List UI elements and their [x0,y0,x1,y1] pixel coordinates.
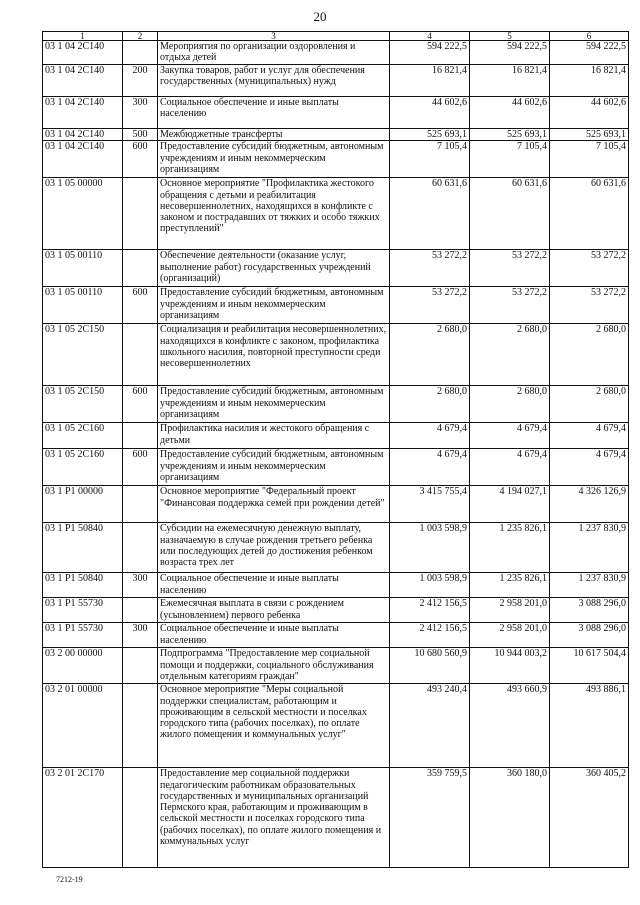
row-code: 03 1 P1 55730 [43,598,123,623]
table-row [43,684,629,768]
row-expense-type [123,41,158,65]
column-header: 4 [390,32,470,41]
row-value-col5: 2 958 201,0 [470,623,550,648]
row-value-col4: 44 602,6 [390,97,470,129]
row-description: Социальное обеспечение и иные выплаты населению [158,573,390,598]
row-value-col5: 2 680,0 [470,386,550,423]
row-code: 03 1 P1 50840 [43,523,123,573]
row-description: Социальное обеспечение и иные выплаты населению [158,97,390,129]
row-value-col5: 7 105,4 [470,141,550,178]
row-value-col5: 53 272,2 [470,250,550,287]
row-value-col4: 53 272,2 [390,250,470,287]
row-value-col6: 3 088 296,0 [550,623,629,648]
budget-table [42,31,629,868]
table-row [43,65,629,97]
column-header: 6 [550,32,629,41]
row-expense-type: 300 [123,573,158,598]
row-value-col5: 60 631,6 [470,178,550,250]
row-value-col5: 1 235 826,1 [470,573,550,598]
row-value-col6: 44 602,6 [550,97,629,129]
column-header: 1 [43,32,123,41]
row-code: 03 1 P1 55730 [43,623,123,648]
table-row [43,598,629,623]
table-row [43,648,629,684]
row-value-col6: 7 105,4 [550,141,629,178]
table-row [43,129,629,141]
column-header: 2 [123,32,158,41]
row-description: Социализация и реабилитация несовершеннолетних, находящихся в конфликте с законом, профилактика школьного насилия, повторной преступности среди несовершеннолетних [158,324,390,386]
row-value-col5: 4 679,4 [470,449,550,486]
row-code: 03 1 04 2C140 [43,41,123,65]
row-value-col6: 2 680,0 [550,324,629,386]
table-row [43,386,629,423]
row-expense-type: 200 [123,65,158,97]
row-value-col4: 2 412 156,5 [390,623,470,648]
row-code: 03 2 00 00000 [43,648,123,684]
row-value-col5: 2 680,0 [470,324,550,386]
row-value-col4: 3 415 755,4 [390,486,470,523]
row-value-col6: 525 693,1 [550,129,629,141]
row-description: Межбюджетные трансферты [158,129,390,141]
row-description: Субсидии на ежемесячную денежную выплату, назначаемую в случае рождения третьего ребенка или последующих детей до достижения ребенком возраста трех лет [158,523,390,573]
row-value-col5: 594 222,5 [470,41,550,65]
row-expense-type [123,523,158,573]
row-expense-type [123,486,158,523]
row-expense-type: 600 [123,386,158,423]
row-expense-type [123,598,158,623]
row-value-col6: 3 088 296,0 [550,598,629,623]
row-code: 03 2 01 00000 [43,684,123,768]
row-value-col6: 4 326 126,9 [550,486,629,523]
row-code: 03 1 05 2C160 [43,449,123,486]
row-value-col6: 10 617 504,4 [550,648,629,684]
row-value-col6: 60 631,6 [550,178,629,250]
row-value-col5: 16 821,4 [470,65,550,97]
row-value-col4: 4 679,4 [390,449,470,486]
row-expense-type [123,768,158,868]
row-code: 03 1 05 2C160 [43,423,123,449]
row-description: Основное мероприятие "Федеральный проект "Финансовая поддержка семей при рождении детей" [158,486,390,523]
row-value-col4: 53 272,2 [390,287,470,324]
row-value-col4: 1 003 598,9 [390,573,470,598]
row-code: 03 1 05 00110 [43,250,123,287]
row-code: 03 1 P1 00000 [43,486,123,523]
row-value-col4: 7 105,4 [390,141,470,178]
row-value-col6: 1 237 830,9 [550,523,629,573]
row-value-col6: 493 886,1 [550,684,629,768]
row-value-col5: 4 194 027,1 [470,486,550,523]
row-description: Основное мероприятие "Профилактика жестокого обращения с детьми и реабилитация несовершеннолетних, находящихся в конфликте с законом и пострадавших от тяжких и особо тяжких преступлений" [158,178,390,250]
table-row [43,623,629,648]
row-description: Мероприятия по организации оздоровления и отдыха детей [158,41,390,65]
table-row [43,250,629,287]
row-code: 03 1 04 2C140 [43,97,123,129]
table-row [43,768,629,868]
row-expense-type: 600 [123,287,158,324]
row-value-col6: 53 272,2 [550,287,629,324]
row-expense-type [123,178,158,250]
row-value-col5: 360 180,0 [470,768,550,868]
row-code: 03 1 05 2C150 [43,386,123,423]
row-value-col5: 10 944 003,2 [470,648,550,684]
row-value-col4: 359 759,5 [390,768,470,868]
row-value-col4: 16 821,4 [390,65,470,97]
row-code: 03 1 04 2C140 [43,129,123,141]
table-row [43,178,629,250]
row-expense-type: 600 [123,449,158,486]
row-description: Обеспечение деятельности (оказание услуг, выполнение работ) государственных учреждений (организаций) [158,250,390,287]
row-value-col4: 4 679,4 [390,423,470,449]
row-value-col5: 2 958 201,0 [470,598,550,623]
table-row [43,287,629,324]
row-value-col4: 493 240,4 [390,684,470,768]
row-description: Подпрограмма "Предоставление мер социальной помощи и поддержки, социального обслуживания отдельным категориям граждан" [158,648,390,684]
row-expense-type: 300 [123,623,158,648]
row-value-col6: 2 680,0 [550,386,629,423]
row-description: Предоставление субсидий бюджетным, автономным учреждениям и иным некоммерческим организациям [158,141,390,178]
row-code: 03 1 P1 50840 [43,573,123,598]
row-expense-type [123,648,158,684]
row-value-col4: 2 680,0 [390,386,470,423]
table-row [43,486,629,523]
row-value-col5: 44 602,6 [470,97,550,129]
row-value-col5: 1 235 826,1 [470,523,550,573]
row-expense-type: 500 [123,129,158,141]
row-expense-type: 300 [123,97,158,129]
row-description: Ежемесячная выплата в связи с рождением (усыновлением) первого ребенка [158,598,390,623]
row-expense-type [123,250,158,287]
row-description: Профилактика насилия и жестокого обращения с детьми [158,423,390,449]
table-row [43,449,629,486]
row-value-col6: 4 679,4 [550,423,629,449]
footer-code: 7212-19 [56,875,83,884]
row-value-col4: 2 680,0 [390,324,470,386]
table-body [43,41,629,868]
row-expense-type [123,684,158,768]
row-code: 03 1 05 00110 [43,287,123,324]
row-value-col4: 525 693,1 [390,129,470,141]
row-value-col5: 4 679,4 [470,423,550,449]
row-description: Закупка товаров, работ и услуг для обеспечения государственных (муниципальных) нужд [158,65,390,97]
row-expense-type [123,324,158,386]
row-value-col6: 53 272,2 [550,250,629,287]
row-code: 03 1 05 00000 [43,178,123,250]
row-value-col6: 1 237 830,9 [550,573,629,598]
row-code: 03 1 05 2C150 [43,324,123,386]
row-value-col4: 2 412 156,5 [390,598,470,623]
table-row [43,523,629,573]
row-code: 03 1 04 2C140 [43,141,123,178]
row-description: Предоставление субсидий бюджетным, автономным учреждениям и иным некоммерческим организациям [158,287,390,324]
row-value-col5: 525 693,1 [470,129,550,141]
table-row [43,573,629,598]
table-row [43,97,629,129]
row-description: Основное мероприятие "Меры социальной поддержки специалистам, работающим и проживающим в сельской местности и поселках городского типа (рабочих поселках), по оплате жилого помещения и коммунальных услуг" [158,684,390,768]
row-value-col4: 1 003 598,9 [390,523,470,573]
row-code: 03 2 01 2C170 [43,768,123,868]
row-value-col5: 493 660,9 [470,684,550,768]
row-value-col4: 60 631,6 [390,178,470,250]
row-description: Предоставление субсидий бюджетным, автономным учреждениям и иным некоммерческим организациям [158,449,390,486]
row-value-col6: 4 679,4 [550,449,629,486]
row-expense-type: 600 [123,141,158,178]
row-code: 03 1 04 2C140 [43,65,123,97]
table-row [43,423,629,449]
table-row [43,141,629,178]
row-value-col4: 10 680 560,9 [390,648,470,684]
column-header: 3 [158,32,390,41]
table-row [43,324,629,386]
row-value-col5: 53 272,2 [470,287,550,324]
table-row [43,41,629,65]
row-value-col6: 594 222,5 [550,41,629,65]
row-value-col6: 360 405,2 [550,768,629,868]
row-description: Социальное обеспечение и иные выплаты населению [158,623,390,648]
row-value-col4: 594 222,5 [390,41,470,65]
table-header-row [43,32,629,41]
row-description: Предоставление мер социальной поддержки педагогическим работникам образовательных государственных и муниципальных организаций Пермского края, работающим и проживающим в сельской местности и поселках городского типа (рабочих поселках), по оплате жилого помещения и коммунальных услуг [158,768,390,868]
page-number: 20 [313,9,327,24]
row-description: Предоставление субсидий бюджетным, автономным учреждениям и иным некоммерческим организациям [158,386,390,423]
column-header: 5 [470,32,550,41]
row-expense-type [123,423,158,449]
row-value-col6: 16 821,4 [550,65,629,97]
